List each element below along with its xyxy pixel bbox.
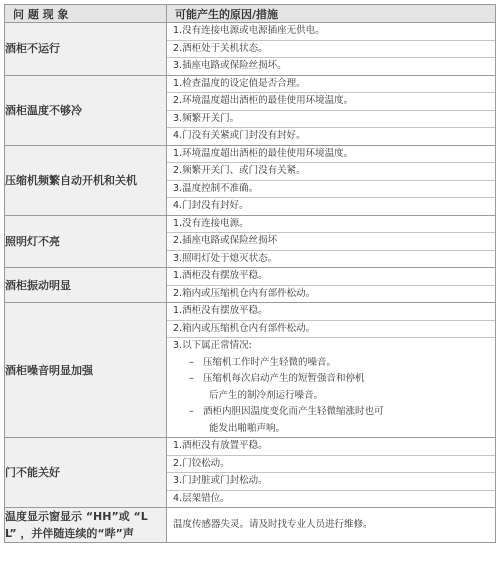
problem-cell: 照明灯不亮 [5, 215, 167, 268]
note-line [167, 355, 495, 372]
cause-line: 1.没有连接电源。 [167, 216, 495, 234]
cause-line: 2.门铰松动。 [167, 456, 495, 474]
cause-line: 3.以下属正常情况: [173, 340, 252, 351]
cause-line: 温度传感器失灵。请及时找专业人员进行维修。 [173, 519, 373, 530]
cause-line: 1.酒柜没有放置平稳。 [167, 438, 495, 456]
table-row [5, 215, 496, 268]
dash-bullet: – [189, 406, 194, 417]
cause-line: 1.酒柜没有摆放平稳。 [167, 303, 495, 321]
table-row [5, 268, 496, 303]
cause-line: 2.插座电路或保险丝损坏 [167, 233, 495, 251]
problem-line: L” ，并伴随连续的“哔”声 [5, 527, 134, 540]
cause-line: 1.环境温度超出酒柜的最佳使用环境温度。 [167, 146, 495, 164]
note-text: 酒柜内胆因温度变化而产生轻微缩涨时也可 [203, 406, 384, 417]
causes-cell [167, 438, 496, 508]
table-row [5, 303, 496, 438]
problem-line: 温度显示窗显示 “HH”或 “L [5, 510, 148, 523]
header-causes: 可能产生的原因/措施 [167, 5, 496, 23]
causes-cell [167, 23, 496, 76]
cause-line: 2.环境温度超出酒柜的最佳使用环境温度。 [167, 93, 495, 111]
cause-line: 2.频繁开关门、或门没有关紧。 [167, 163, 495, 181]
cause-line: 4.门没有关紧或门封没有封好。 [173, 130, 306, 141]
cause-line: 3.温度控制不准确。 [167, 181, 495, 199]
cause-line: 3.插座电路或保险丝损坏。 [173, 60, 287, 71]
troubleshooting-table [4, 4, 496, 543]
problem-cell [5, 508, 167, 543]
table-header-row [5, 5, 496, 23]
dash-bullet: – [189, 356, 194, 368]
cause-line: 4.门封没有封好。 [173, 200, 249, 211]
causes-cell [167, 268, 496, 303]
cause-line: 1.检查温度的设定值是否合理。 [167, 76, 495, 94]
table-row [5, 75, 496, 145]
troubleshooting-sheet [4, 4, 495, 560]
causes-cell [167, 145, 496, 215]
note-line [167, 371, 495, 388]
problem-cell: 酒柜噪音明显加强 [5, 303, 167, 438]
header-problem: 问 题 现 象 [5, 5, 167, 23]
note-text: 压缩机每次启动产生的短暂强音和停机 [203, 373, 365, 384]
causes-cell [167, 75, 496, 145]
cause-line: 3.照明灯处于熄灭状态。 [173, 252, 278, 264]
note-line-continued: 能发出啪啪声响。 [209, 422, 286, 434]
note-line-continued: 后产生的制冷剂运行噪音。 [209, 389, 324, 401]
table-row [5, 23, 496, 76]
problem-cell: 压缩机频繁自动开机和关机 [5, 145, 167, 215]
note-text: 压缩机工作时产生轻微的噪音。 [203, 356, 337, 368]
table-row [5, 438, 496, 508]
table-row [5, 145, 496, 215]
cause-line: 4.层架错位。 [173, 492, 230, 504]
note-line [167, 404, 495, 421]
cause-line: 1.没有连接电源或电源插座无供电。 [167, 23, 495, 41]
problem-cell: 酒柜不运行 [5, 23, 167, 76]
problem-cell: 酒柜振动明显 [5, 268, 167, 303]
problem-cell: 酒柜温度不够冷 [5, 75, 167, 145]
causes-cell [167, 215, 496, 268]
cause-line: 1.酒柜没有摆放平稳。 [167, 268, 495, 286]
causes-cell [167, 508, 496, 543]
cause-line: 2.箱内或压缩机仓内有部件松动。 [173, 287, 316, 299]
table-row [5, 508, 496, 543]
cause-line: 2.酒柜处于关机状态。 [167, 41, 495, 59]
cause-line: 3.门封脏或门封松动。 [167, 473, 495, 491]
cause-line: 3.频繁开关门。 [167, 111, 495, 129]
cause-line: 2.箱内或压缩机仓内有部件松动。 [167, 321, 495, 339]
causes-cell [167, 303, 496, 438]
dash-bullet: – [189, 373, 194, 384]
problem-cell: 门不能关好 [5, 438, 167, 508]
